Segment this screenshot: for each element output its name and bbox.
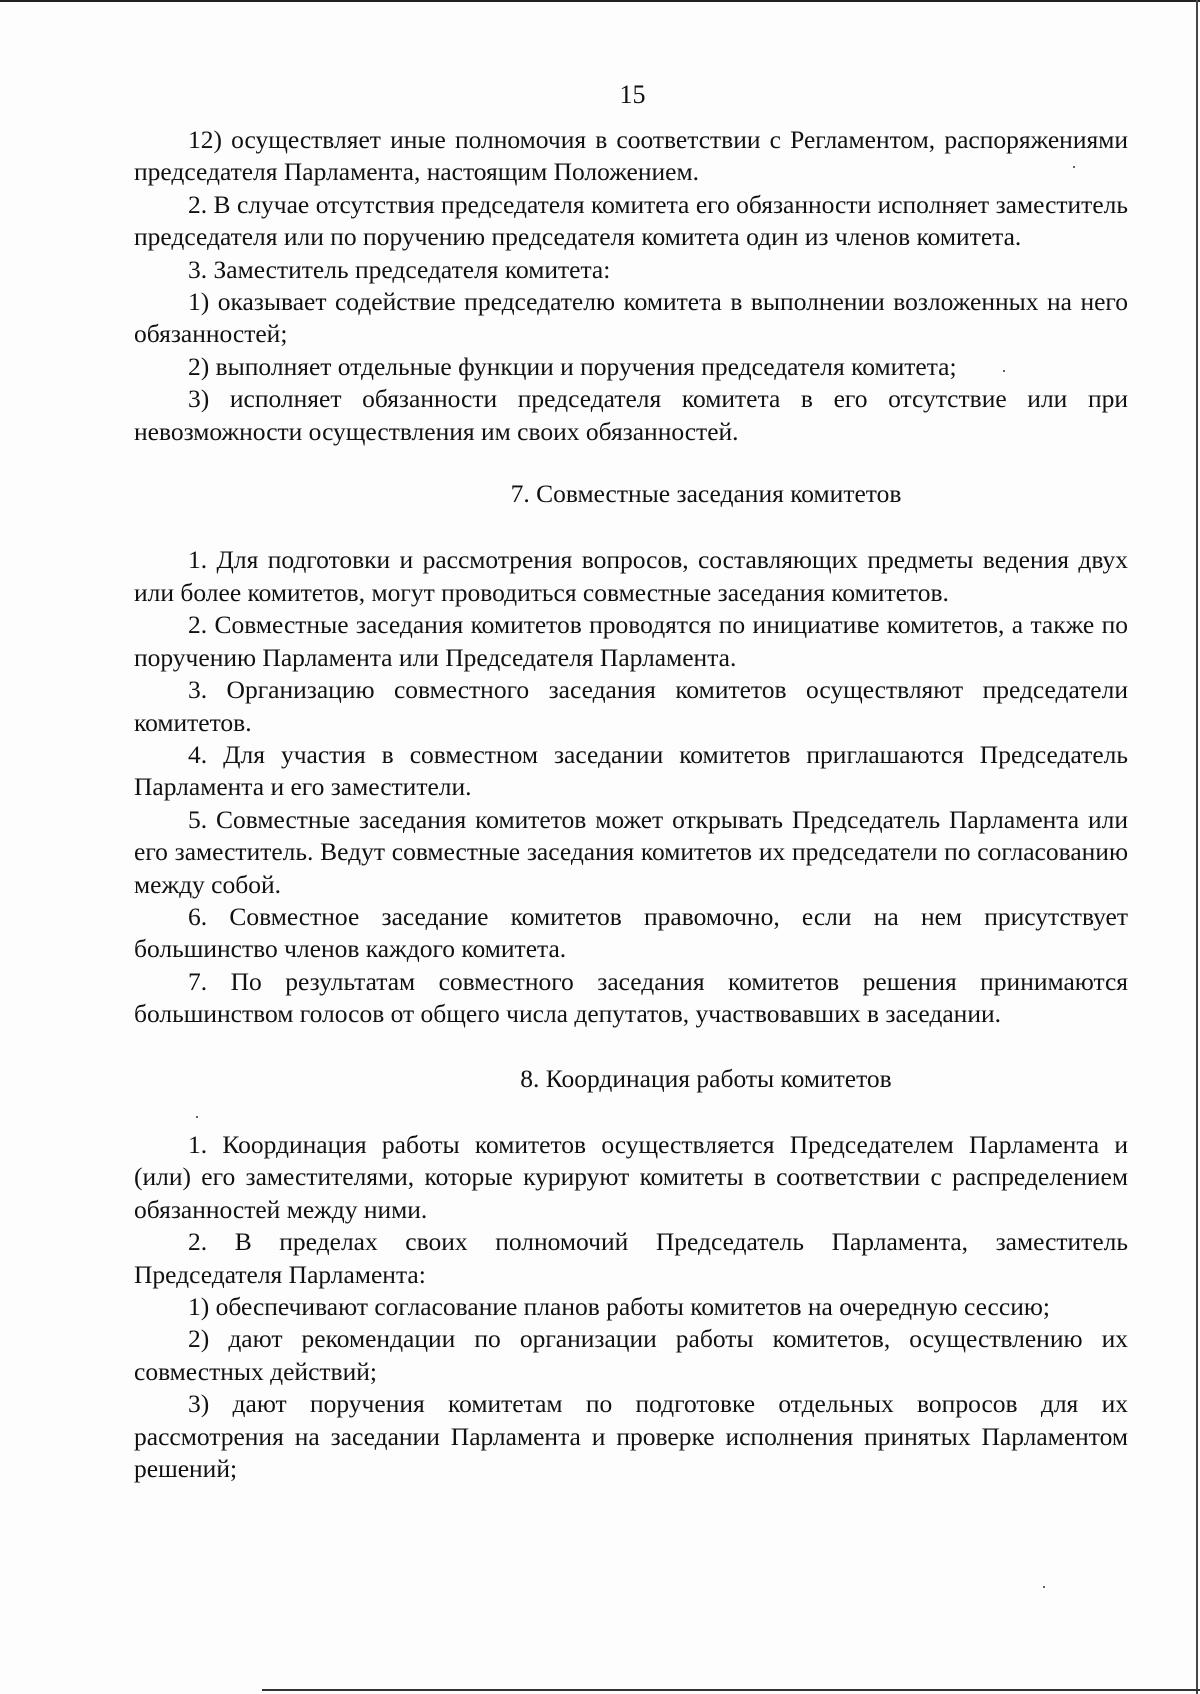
paragraph: 1) обеспечивают согласование планов работы комитетов на очередную сессию;	[188, 1292, 1050, 1321]
paragraph: 2. Совместные заседания комитетов проводятся по инициативе комитетов, а также по поручению Парламента или Председателя Парламента.	[134, 610, 1128, 672]
paragraph: 2) выполняет отдельные функции и поручения председателя комитета;	[188, 351, 957, 381]
paragraph: 2. В пределах своих полномочий Председатель Парламента, заместитель Председателя Парламента:	[134, 1227, 1128, 1289]
scan-edge-right	[1196, 0, 1198, 1694]
paragraph: 2. В случае отсутствия председателя комитета его обязанности исполняет заместитель председателя или по поручению председателя комитета один из членов комитета.	[134, 189, 1128, 252]
paragraph: 3. Заместитель председателя комитета:	[188, 254, 611, 284]
paragraph: 4. Для участия в совместном заседании комитетов приглашаются Председатель Парламента и его заместители.	[134, 739, 1128, 802]
paragraph: 12) осуществляет иные полномочия в соответствии с Регламентом, распоряжениями председателя Парламента, настоящим Положением.	[134, 125, 1128, 187]
paragraph: 7. По результатам совместного заседания комитетов решения принимаются большинством голосов от общего числа депутатов, участвовавших в заседании.	[134, 966, 1128, 1029]
scan-edge-bottom	[262, 1689, 1200, 1691]
page-number: 15	[619, 80, 646, 109]
scan-edge-top	[0, 0, 1200, 2]
section-heading: 7. Совместные заседания комитетов	[510, 479, 902, 509]
paragraph: 1) оказывает содействие председателю комитета в выполнении возложенных на него обязанностей;	[134, 287, 1128, 349]
paragraph: 1. Для подготовки и рассмотрения вопросов, составляющих предметы ведения двух или более комитетов, могут проводиться совместные заседания комитетов.	[134, 545, 1128, 607]
scan-speck	[1043, 1586, 1045, 1588]
paragraph: 1. Координация работы комитетов осуществляется Председателем Парламента и (или) его заместителями, которые курируют комитеты в соответствии с распределением обязанностей между ними.	[134, 1129, 1128, 1224]
paragraph: 5. Совместные заседания комитетов может открывать Председатель Парламента или его заместитель. Ведут совместные заседания комитетов их председатели по согласованию между собой.	[134, 804, 1128, 899]
paragraph: 6. Совместное заседание комитетов правомочно, если на нем присутствует большинство членов каждого комитета.	[134, 901, 1128, 964]
section-heading: 8. Координация работы комитетов	[520, 1063, 892, 1093]
paragraph: 3) дают поручения комитетам по подготовке отдельных вопросов для их рассмотрения на заседании Парламента и проверке исполнения принятых Парламентом решений;	[134, 1389, 1128, 1484]
paragraph: 3) исполняет обязанности председателя комитета в его отсутствие или при невозможности осуществления им своих обязанностей.	[134, 384, 1128, 446]
paragraph: 2) дают рекомендации по организации работы комитетов, осуществлению их совместных действий;	[134, 1324, 1128, 1386]
document-body	[134, 124, 1128, 1485]
paragraph: 3. Организацию совместного заседания комитетов осуществляют председатели комитетов.	[134, 675, 1128, 737]
